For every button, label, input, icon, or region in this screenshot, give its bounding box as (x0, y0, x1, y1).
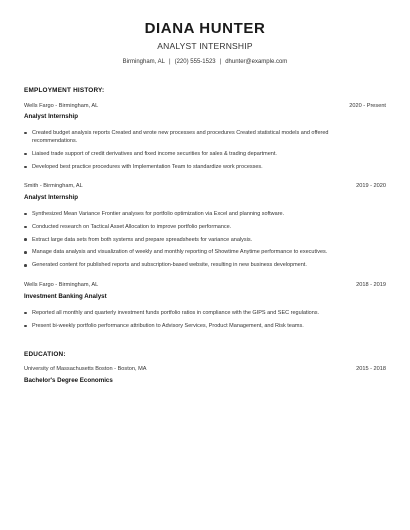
contact-email: dhunter@example.com (225, 59, 288, 65)
job-role: Analyst Internship (24, 194, 78, 201)
list-item: Generated content for published reports and subscription-based website, resulting in new business development. (24, 261, 364, 269)
list-item: Manage data analysis and visualization of weekly and monthly reporting of Showtime Anytime performance to executives. (24, 248, 364, 256)
contact-separator: | (169, 59, 171, 65)
contact-line (0, 59, 410, 65)
employment-heading: EMPLOYMENT HISTORY: (24, 87, 105, 94)
candidate-name: DIANA HUNTER (144, 20, 266, 37)
job-dates: 2018 - 2019 (356, 282, 386, 288)
job-role: Analyst Internship (24, 113, 78, 120)
job-dates: 2019 - 2020 (356, 183, 386, 189)
list-item: Present bi-weekly portfolio performance attribution to Advisory Services, Product Management, and Risk teams. (24, 322, 364, 330)
job-bullets (24, 129, 364, 176)
job-bullets (24, 309, 364, 335)
education-degree: Bachelor's Degree Economics (24, 377, 113, 384)
education-heading: EDUCATION: (24, 351, 66, 358)
list-item: Developed best practice procedures with Implementation Team to standardize work processes. (24, 163, 364, 171)
job-employer: Smith - Birmingham, AL (24, 183, 83, 189)
list-item: Conducted research on Tactical Asset Allocation to improve portfolio performance. (24, 223, 364, 231)
job-dates: 2020 - Present (349, 103, 386, 109)
contact-separator: | (219, 59, 222, 65)
candidate-title: ANALYST INTERNSHIP (157, 41, 253, 51)
education-dates: 2015 - 2018 (356, 366, 386, 372)
job-employer: Wells Fargo - Birmingham, AL (24, 282, 99, 288)
job-role: Investment Banking Analyst (24, 293, 107, 300)
job-bullets (24, 210, 364, 274)
list-item: Synthesized Mean Variance Frontier analyses for portfolio optimization via Excel and planning software. (24, 210, 364, 218)
contact-location: Birmingham, AL (122, 59, 166, 65)
contact-phone: (220) 555-1523 (174, 59, 216, 65)
list-item: Extract large data sets from both systems and prepare spreadsheets for variance analysis. (24, 236, 364, 244)
job-employer: Wells Fargo - Birmingham, AL (24, 103, 99, 109)
education-school: University of Massachusetts Boston - Boston, MA (24, 366, 147, 372)
list-item: Created budget analysis reports Created and wrote new processes and procedures Created statistical models and offered recommendations. (24, 129, 364, 146)
list-item: Reported all monthly and quarterly investment funds portfolio ratios in compliance with the GIPS and SEC regulations. (24, 309, 364, 317)
list-item: Liaised trade support of credit derivatives and fixed income securities for sales & trading department. (24, 150, 364, 158)
